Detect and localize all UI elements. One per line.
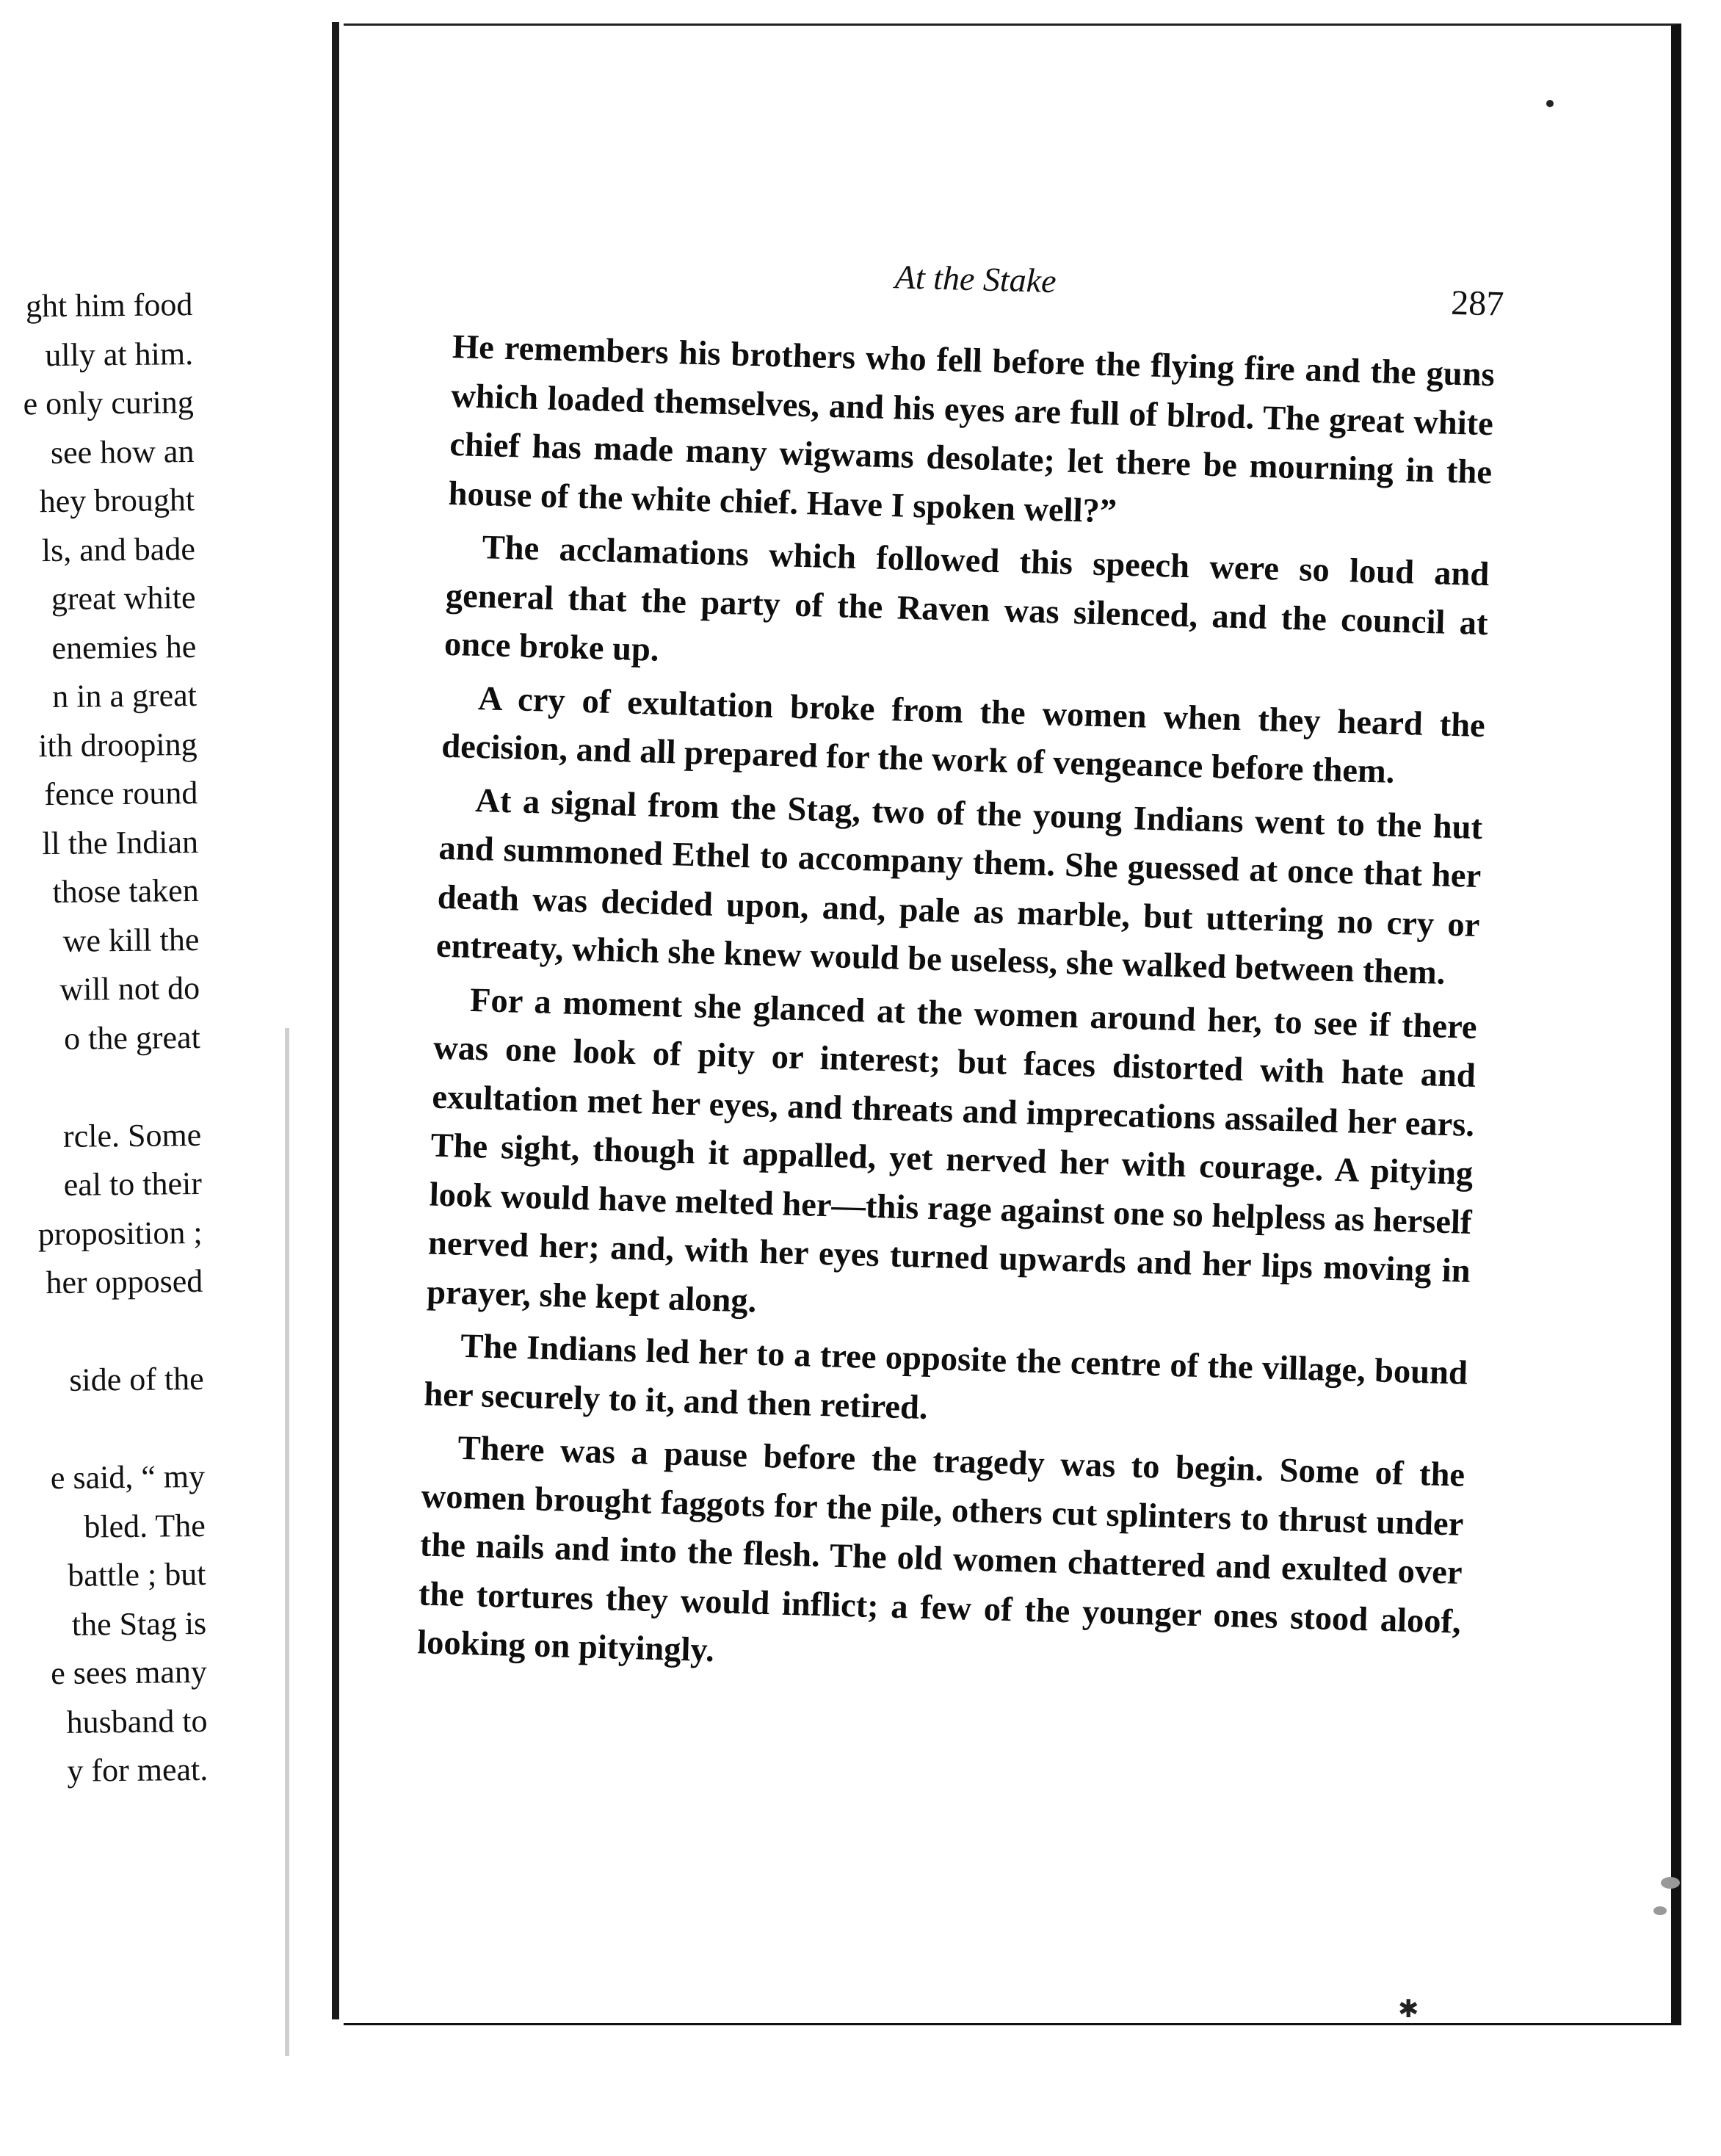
paragraph: At a signal from the Stag, two of the young Indians went to the hut and summoned Ethel to accompany them. She guessed at once that her death was decided upon, and, pale as marble, but uttering no cry or entreaty, which she knew would be useless, she walked between them. bbox=[435, 781, 1483, 992]
left-line: fence round bbox=[44, 774, 198, 813]
paragraph: For a moment she glanced at the women around her, to see if there was one look of pity or interest; but faces distorted with hate and exultation met her eyes, and threats and imprecations assailed her ears. The sight, though it appalled, yet nerved her with courage. A pitying look would have melted her—this rage against one so helpless as herself nerved her; and, with her eyes turned upwards and her lips moving in prayer, she kept along. bbox=[426, 981, 1478, 1320]
page-shadow bbox=[285, 1028, 289, 2056]
left-line: great white bbox=[51, 579, 196, 618]
left-line: ith drooping bbox=[38, 726, 198, 764]
running-title: At the Stake bbox=[894, 258, 1057, 300]
left-page bbox=[0, 0, 332, 2156]
left-line: hey brought bbox=[39, 481, 195, 520]
left-line: husband to bbox=[66, 1702, 208, 1740]
left-line: see how an bbox=[50, 433, 195, 471]
left-line: ll the Indian bbox=[42, 823, 199, 861]
page-text-block bbox=[416, 242, 1504, 1700]
left-line: ls, and bade bbox=[41, 530, 196, 568]
speck-mark: ✱ bbox=[1398, 1996, 1419, 2023]
left-line: battle ; but bbox=[68, 1555, 206, 1594]
body-text bbox=[416, 323, 1495, 1696]
left-line: we kill the bbox=[62, 921, 200, 959]
left-line: will not do bbox=[59, 969, 200, 1008]
left-line: rcle. Some bbox=[62, 1116, 202, 1154]
binding-gutter bbox=[332, 22, 339, 2019]
paragraph: The acclamations which followed this speech were so loud and general that the party of the Raven was silenced, and the council at once broke up. bbox=[443, 529, 1490, 669]
page-edge bbox=[1689, 0, 1721, 2156]
left-line: o the great bbox=[63, 1019, 201, 1057]
paragraph: A cry of exultation broke from the women when they heard the decision, and all prepared for the work of vengeance before them. bbox=[441, 679, 1486, 791]
left-page-text bbox=[0, 281, 209, 1798]
left-line bbox=[0, 1062, 201, 1115]
left-line bbox=[0, 1403, 205, 1456]
left-line: e only curing bbox=[23, 383, 194, 422]
left-line: the Stag is bbox=[71, 1605, 207, 1643]
left-line: enemies he bbox=[51, 628, 197, 666]
paragraph: He remembers his brothers who fell before the flying fire and the guns which loaded themselves, and his eyes are full of blrod. The great white chief has made many wigwams desolate; let there be mourning in the house of the white chief. Have I spoken well?” bbox=[448, 328, 1496, 530]
paragraph: The Indians led her to a tree opposite the centre of the village, bound her securely to it, and then retired. bbox=[423, 1327, 1468, 1427]
ink-blot bbox=[1661, 1877, 1680, 1889]
left-line: ully at him. bbox=[45, 335, 194, 373]
left-line: y for meat. bbox=[67, 1751, 209, 1789]
page-number: 287 bbox=[1450, 283, 1504, 324]
left-line: her opposed bbox=[46, 1262, 203, 1301]
left-line: e said, “ my bbox=[50, 1458, 206, 1497]
left-line bbox=[0, 1306, 203, 1359]
left-line: eal to their bbox=[63, 1165, 203, 1203]
paragraph: There was a pause before the tragedy was to begin. Some of the women brought faggots for the pile, others cut splinters to thrust under the nails and into the flesh. The old women chattered and exulted over the tortures they would inflict; a few of the younger ones stood aloof, looking on pityingly. bbox=[416, 1429, 1465, 1670]
left-line: side of the bbox=[69, 1360, 204, 1398]
ink-blot bbox=[1653, 1906, 1667, 1915]
left-line: e sees many bbox=[51, 1653, 208, 1692]
speck-mark bbox=[1546, 100, 1554, 107]
left-line: ght him food bbox=[25, 286, 193, 325]
left-line: bled. The bbox=[84, 1507, 206, 1545]
left-line: n in a great bbox=[51, 676, 198, 715]
left-line: proposition ; bbox=[37, 1214, 203, 1252]
left-line: those taken bbox=[52, 872, 199, 911]
